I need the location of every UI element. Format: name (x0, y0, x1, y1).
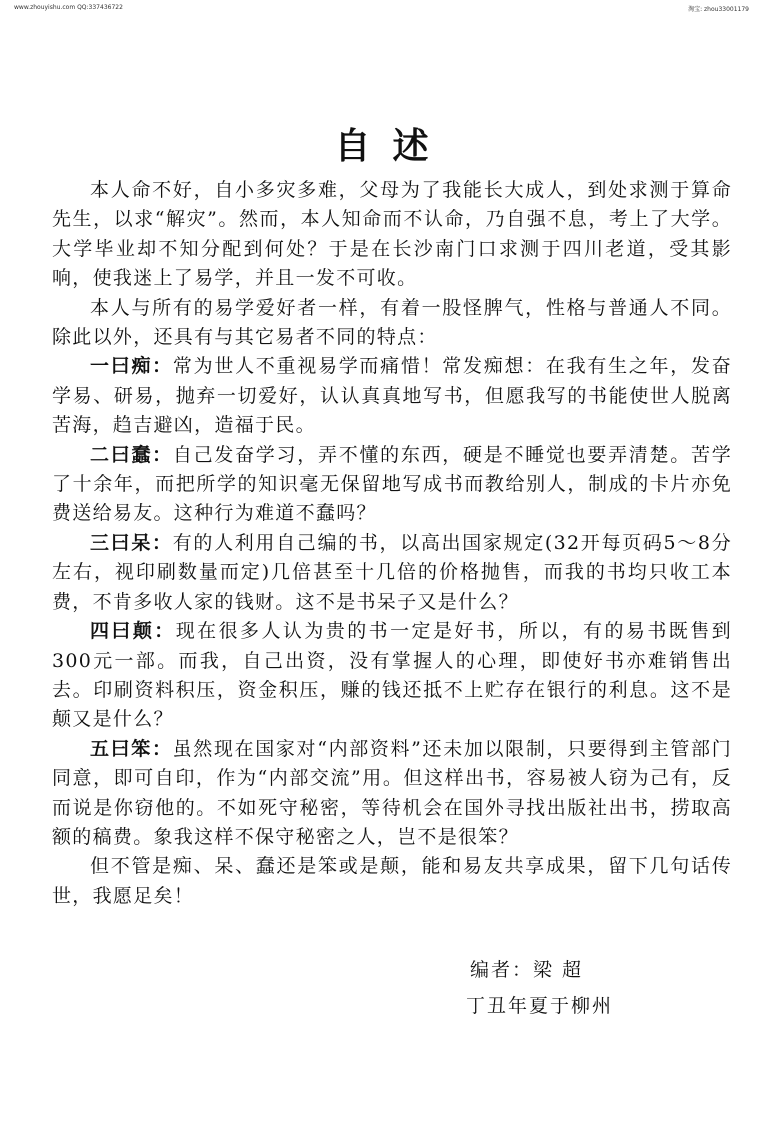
paragraph-text: 有的人利用自己编的书，以高出国家规定(32开每页码5～8分左右，视印刷数量而定)几倍甚至十几倍的价格抛售，而我的书均只收工本费，不肯多收人家的钱财。这不是书呆子又是什么？ (52, 531, 733, 613)
paragraph-trait-chi (52, 352, 732, 440)
paragraph-traits (52, 294, 732, 353)
paragraph-trait-dai (52, 529, 732, 617)
paragraph-trait-chun (52, 441, 732, 529)
paragraph-closing (52, 852, 732, 911)
paragraph-trait-ben (52, 735, 732, 853)
paragraph-lead: 二曰蠢： (90, 443, 173, 466)
paragraph-lead: 三曰呆： (90, 531, 173, 554)
paragraph-lead: 五曰笨： (90, 737, 173, 760)
header-watermark-right: 淘宝: zhou33001179 (688, 6, 749, 13)
paragraph-text: 虽然现在国家对“内部资料”还未加以限制，只要得到主管部门同意，即可自印，作为“内部交流”用。但这样出书，容易被人窃为己有，反而说是你窃他的。不如死守秘密，等待机会在国外寻找出版社出书，捞取高额的稿费。象我这样不保守秘密之人，岂不是很笨？ (52, 737, 733, 848)
paragraph-text: 常为世人不重视易学而痛惜！常发痴想：在我有生之年，发奋学易、研易，抛弃一切爱好，认认真真地写书，但愿我写的书能使世人脱离苦海，趋吉避凶，造福于民。 (52, 355, 733, 437)
paragraph-trait-dian (52, 617, 732, 735)
page-title: 自述 (334, 125, 451, 167)
paragraph-lead: 四曰颠： (90, 620, 176, 643)
signature-date: 丁丑年夏于柳州 (466, 995, 614, 1017)
paragraph-text: 但不管是痴、呆、蠢还是笨或是颠，能和易友共享成果，留下几句话传世，我愿足矣！ (52, 855, 732, 907)
paragraph-intro (52, 176, 732, 294)
preface-body (52, 176, 732, 911)
paragraph-lead: 一曰痴： (90, 355, 173, 378)
signature-block (466, 952, 613, 1024)
page-header (14, 4, 749, 16)
signature-author: 编者：梁 超 (470, 959, 584, 981)
paragraph-text: 本人与所有的易学爱好者一样，有着一股怪脾气，性格与普通人不同。除此以外，还具有与其它易者不同的特点： (52, 296, 732, 349)
paragraph-text: 自己发奋学习，弄不懂的东西，硬是不睡觉也要弄清楚。苦学了十余年，而把所学的知识毫无保留地写成书而教给别人，制成的卡片亦免费送给易友。这种行为难道不蠢吗？ (52, 443, 733, 525)
paragraph-text: 本人命不好，自小多灾多难，父母为了我能长大成人，到处求测于算命先生，以求“解灾”。然而，本人知命而不认命，乃自强不息，考上了大学。大学毕业却不知分配到何处？于是在长沙南门口求测于四川老道，受其影响，使我迷上了易学，并且一发不可收。 (52, 179, 732, 290)
paragraph-text: 现在很多人认为贵的书一定是好书，所以，有的易书既售到300元一部。而我，自己出资，没有掌握人的心理，即使好书亦难销售出去。印刷资料积压，资金积压，赚的钱还抵不上贮存在银行的利息。这不是颠又是什么？ (52, 620, 732, 731)
header-watermark-left: www.zhouyishu.com QQ:337436722 (14, 4, 123, 11)
